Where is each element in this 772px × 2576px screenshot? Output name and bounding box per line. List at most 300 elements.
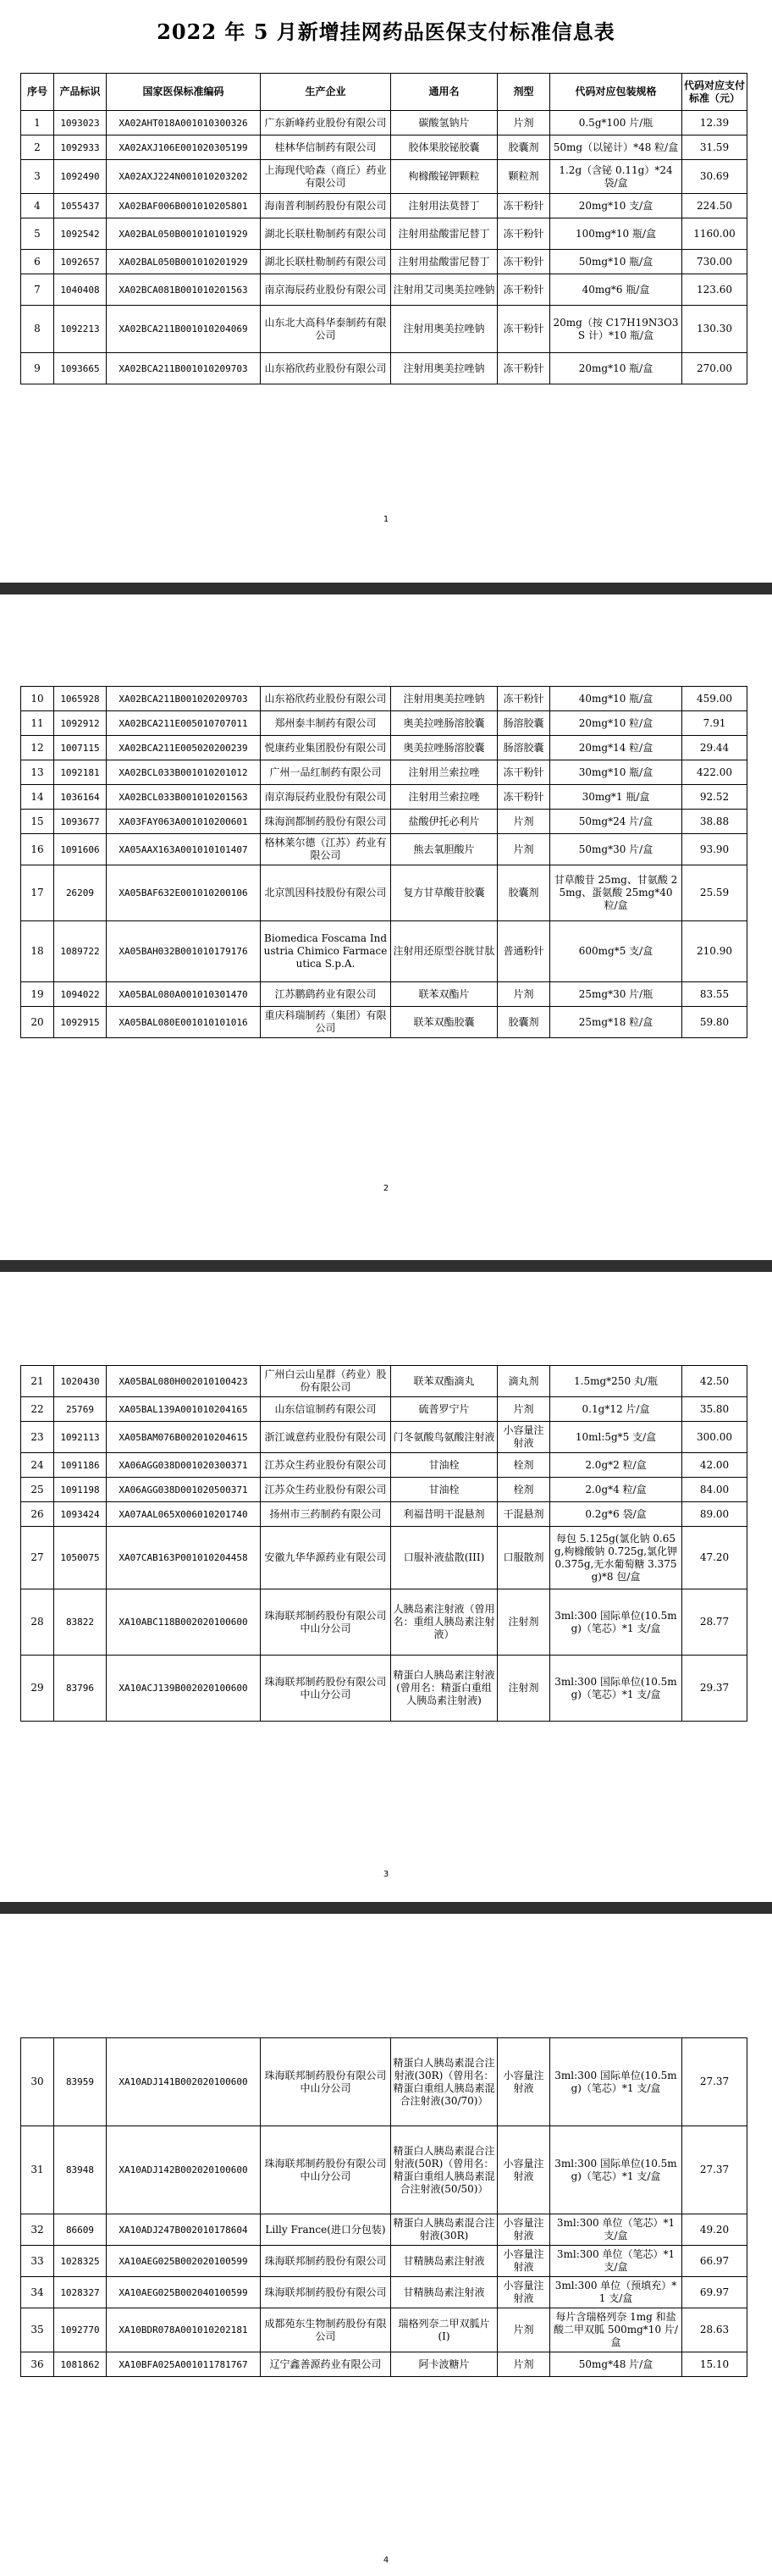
- cell-index: 20: [21, 1007, 54, 1038]
- cell-manufacturer: 南京海辰药业股份有限公司: [261, 785, 391, 810]
- drug-table-page-3: [20, 1365, 747, 1722]
- cell-dosage-form: 肠溶胶囊: [498, 736, 550, 760]
- cell-insurance-code: XA10ADJ142B002020100600: [107, 2126, 261, 2214]
- cell-payment-standard: 28.77: [682, 1589, 747, 1656]
- table-row: [21, 865, 747, 921]
- cell-payment-standard: 42.00: [682, 1453, 747, 1478]
- cell-product-id: 1020430: [54, 1366, 107, 1397]
- table-row: [21, 2214, 747, 2246]
- cell-product-id: 1094022: [54, 982, 107, 1007]
- column-header: 代码对应支付标准（元）: [682, 74, 747, 111]
- cell-generic-name: 口服补液盐散(III): [391, 1527, 498, 1589]
- cell-manufacturer: 安徽九华华源药业有限公司: [261, 1527, 391, 1589]
- cell-manufacturer: 广州白云山星群（药业）股份有限公司: [261, 1366, 391, 1397]
- cell-insurance-code: XA02AXJ106E001020305199: [107, 135, 261, 160]
- cell-package-spec: 1.5mg*250 丸/瓶: [550, 1366, 682, 1397]
- cell-product-id: 1055437: [54, 194, 107, 218]
- cell-dosage-form: 胶囊剂: [498, 865, 550, 921]
- cell-insurance-code: XA10AEG025B002020100599: [107, 2246, 261, 2277]
- cell-product-id: 1028327: [54, 2277, 107, 2308]
- cell-product-id: 1092657: [54, 250, 107, 274]
- cell-dosage-form: 胶囊剂: [498, 135, 550, 160]
- cell-payment-standard: 66.97: [682, 2246, 747, 2277]
- cell-product-id: 1093424: [54, 1502, 107, 1527]
- cell-product-id: 1040408: [54, 274, 107, 306]
- table-row: [21, 687, 747, 711]
- cell-package-spec: 2.0g*2 粒/盒: [550, 1453, 682, 1478]
- cell-index: 27: [21, 1527, 54, 1589]
- cell-index: 29: [21, 1656, 54, 1722]
- cell-dosage-form: 普通粉针: [498, 921, 550, 982]
- page-title: 2022 年 5 月新增挂网药品医保支付标准信息表: [157, 19, 615, 44]
- cell-package-spec: 每片含瑞格列奈 1mg 和盐酸二甲双胍 500mg*10 片/盒: [550, 2308, 682, 2352]
- cell-index: 32: [21, 2214, 54, 2246]
- cell-payment-standard: 35.80: [682, 1397, 747, 1422]
- cell-product-id: 86609: [54, 2214, 107, 2246]
- cell-manufacturer: 珠海联邦制药股份有限公司中山分公司: [261, 2038, 391, 2126]
- cell-manufacturer: 江苏众生药业股份有限公司: [261, 1478, 391, 1502]
- cell-package-spec: 40mg*10 瓶/盒: [550, 687, 682, 711]
- cell-index: 26: [21, 1502, 54, 1527]
- cell-generic-name: 联苯双酯片: [391, 982, 498, 1007]
- column-header: 序号: [21, 74, 54, 111]
- cell-dosage-form: 片剂: [498, 810, 550, 834]
- cell-generic-name: 甘精胰岛素注射液: [391, 2246, 498, 2277]
- cell-payment-standard: 83.55: [682, 982, 747, 1007]
- cell-generic-name: 注射用奥美拉唑钠: [391, 306, 498, 353]
- cell-manufacturer: 南京海辰药业股份有限公司: [261, 274, 391, 306]
- cell-product-id: 1093023: [54, 111, 107, 135]
- cell-index: 24: [21, 1453, 54, 1478]
- cell-package-spec: 3ml:300 单位（笔芯）*1 支/盒: [550, 2214, 682, 2246]
- cell-dosage-form: 小容量注射液: [498, 1422, 550, 1453]
- cell-manufacturer: 郑州泰丰制药有限公司: [261, 711, 391, 736]
- cell-payment-standard: 30.69: [682, 160, 747, 194]
- table-row: [21, 111, 747, 135]
- cell-dosage-form: 冻干粉针: [498, 194, 550, 218]
- table-row: [21, 810, 747, 834]
- cell-dosage-form: 片剂: [498, 834, 550, 865]
- column-header: 国家医保标准编码: [107, 74, 261, 111]
- cell-index: 36: [21, 2352, 54, 2377]
- cell-manufacturer: 浙江诚意药业股份有限公司: [261, 1422, 391, 1453]
- cell-insurance-code: XA05BAL080A001010301470: [107, 982, 261, 1007]
- cell-payment-standard: 12.39: [682, 111, 747, 135]
- cell-manufacturer: 山东裕欣药业股份有限公司: [261, 353, 391, 384]
- cell-manufacturer: 山东北大高科华泰制药有限公司: [261, 306, 391, 353]
- table-row: [21, 1422, 747, 1453]
- cell-dosage-form: 冻干粉针: [498, 353, 550, 384]
- cell-insurance-code: XA06AGG038D001020500371: [107, 1478, 261, 1502]
- cell-package-spec: 20mg*10 瓶/盒: [550, 353, 682, 384]
- cell-index: 12: [21, 736, 54, 760]
- cell-index: 17: [21, 865, 54, 921]
- cell-insurance-code: XA05BAH032B001010179176: [107, 921, 261, 982]
- cell-index: 18: [21, 921, 54, 982]
- cell-payment-standard: 123.60: [682, 274, 747, 306]
- table-row: [21, 2126, 747, 2214]
- cell-index: 3: [21, 160, 54, 194]
- cell-index: 33: [21, 2246, 54, 2277]
- cell-payment-standard: 49.20: [682, 2214, 747, 2246]
- cell-insurance-code: XA10ADJ141B002020100600: [107, 2038, 261, 2126]
- cell-generic-name: 利福昔明干混悬剂: [391, 1502, 498, 1527]
- table-row: [21, 1589, 747, 1656]
- cell-index: 1: [21, 111, 54, 135]
- table-row: [21, 982, 747, 1007]
- cell-product-id: 1093677: [54, 810, 107, 834]
- cell-product-id: 83959: [54, 2038, 107, 2126]
- cell-payment-standard: 69.97: [682, 2277, 747, 2308]
- cell-dosage-form: 冻干粉针: [498, 760, 550, 785]
- cell-package-spec: 50mg*10 瓶/盒: [550, 250, 682, 274]
- cell-insurance-code: XA05BAL080H002010100423: [107, 1366, 261, 1397]
- cell-package-spec: 50mg（以铋计）*48 粒/盒: [550, 135, 682, 160]
- table-row: [21, 834, 747, 865]
- cell-product-id: 83948: [54, 2126, 107, 2214]
- column-header: 生产企业: [261, 74, 391, 111]
- table-row: [21, 160, 747, 194]
- table-row: [21, 2038, 747, 2126]
- cell-product-id: 1081862: [54, 2352, 107, 2377]
- cell-dosage-form: 冻干粉针: [498, 306, 550, 353]
- cell-dosage-form: 口服散剂: [498, 1527, 550, 1589]
- cell-manufacturer: 珠海联邦制药股份有限公司中山分公司: [261, 2126, 391, 2214]
- cell-index: 22: [21, 1397, 54, 1422]
- table-row: [21, 1366, 747, 1397]
- cell-dosage-form: 片剂: [498, 2352, 550, 2377]
- cell-index: 28: [21, 1589, 54, 1656]
- cell-package-spec: 50mg*30 片/盒: [550, 834, 682, 865]
- cell-manufacturer: 扬州市三药制药有限公司: [261, 1502, 391, 1527]
- cell-manufacturer: 山东信谊制药有限公司: [261, 1397, 391, 1422]
- cell-insurance-code: XA02BCA081B001010201563: [107, 274, 261, 306]
- cell-manufacturer: 重庆科瑞制药（集团）有限公司: [261, 1007, 391, 1038]
- cell-generic-name: 注射用盐酸雷尼替丁: [391, 250, 498, 274]
- cell-manufacturer: 湖北长联杜勒制药有限公司: [261, 218, 391, 250]
- cell-payment-standard: 15.10: [682, 2352, 747, 2377]
- table-row: [21, 218, 747, 250]
- cell-payment-standard: 47.20: [682, 1527, 747, 1589]
- cell-dosage-form: 肠溶胶囊: [498, 711, 550, 736]
- cell-payment-standard: 300.00: [682, 1422, 747, 1453]
- drug-table-page-1: [20, 73, 747, 384]
- cell-generic-name: 注射用奥美拉唑钠: [391, 687, 498, 711]
- cell-manufacturer: 珠海联邦制药股份有限公司: [261, 2246, 391, 2277]
- cell-manufacturer: 北京凯因科技股份有限公司: [261, 865, 391, 921]
- cell-manufacturer: 悦康药业集团股份有限公司: [261, 736, 391, 760]
- cell-generic-name: 甘油栓: [391, 1478, 498, 1502]
- cell-insurance-code: XA07AAL065X006010201740: [107, 1502, 261, 1527]
- cell-generic-name: 熊去氧胆酸片: [391, 834, 498, 865]
- cell-package-spec: 0.1g*12 片/盒: [550, 1397, 682, 1422]
- table-row: [21, 1397, 747, 1422]
- table-row: [21, 711, 747, 736]
- cell-product-id: 1091606: [54, 834, 107, 865]
- cell-product-id: 1091186: [54, 1453, 107, 1478]
- cell-payment-standard: 28.63: [682, 2308, 747, 2352]
- cell-generic-name: 甘油栓: [391, 1453, 498, 1478]
- cell-generic-name: 门冬氨酸鸟氨酸注射液: [391, 1422, 498, 1453]
- page-separator: [0, 1260, 772, 1272]
- cell-payment-standard: 84.00: [682, 1478, 747, 1502]
- cell-payment-standard: 459.00: [682, 687, 747, 711]
- cell-dosage-form: 片剂: [498, 1397, 550, 1422]
- cell-dosage-form: 小容量注射液: [498, 2126, 550, 2214]
- table-row: [21, 194, 747, 218]
- cell-payment-standard: 92.52: [682, 785, 747, 810]
- cell-product-id: 1092915: [54, 1007, 107, 1038]
- column-header: 产品标识: [54, 74, 107, 111]
- cell-package-spec: 30mg*1 瓶/盒: [550, 785, 682, 810]
- cell-payment-standard: 42.50: [682, 1366, 747, 1397]
- cell-dosage-form: 冻干粉针: [498, 274, 550, 306]
- cell-manufacturer: 珠海联邦制药股份有限公司中山分公司: [261, 1589, 391, 1656]
- cell-manufacturer: 广州一品红制药有限公司: [261, 760, 391, 785]
- cell-package-spec: 40mg*6 瓶/盒: [550, 274, 682, 306]
- cell-manufacturer: 广东新峰药业股份有限公司: [261, 111, 391, 135]
- cell-insurance-code: XA02AXJ224N001010203202: [107, 160, 261, 194]
- cell-package-spec: 30mg*10 瓶/盒: [550, 760, 682, 785]
- cell-dosage-form: 冻干粉针: [498, 250, 550, 274]
- cell-package-spec: 甘草酸苷 25mg、甘氨酸 25mg、蛋氨酸 25mg*40 粒/盒: [550, 865, 682, 921]
- cell-manufacturer: 格林莱尔德（江苏）药业有限公司: [261, 834, 391, 865]
- cell-package-spec: 每包 5.125g(氯化钠 0.65g,枸橼酸钠 0.725g,氯化钾 0.375g,无水葡萄糖 3.375g)*8 包/盒: [550, 1527, 682, 1589]
- cell-generic-name: 注射用兰索拉唑: [391, 760, 498, 785]
- cell-index: 14: [21, 785, 54, 810]
- cell-insurance-code: XA02BCA211B001010209703: [107, 353, 261, 384]
- cell-payment-standard: 38.88: [682, 810, 747, 834]
- cell-insurance-code: XA02BAL050B001010101929: [107, 218, 261, 250]
- cell-index: 35: [21, 2308, 54, 2352]
- drug-table-page-4: [20, 2037, 747, 2377]
- cell-index: 34: [21, 2277, 54, 2308]
- cell-generic-name: 人胰岛素注射液（曾用名：重组人胰岛素注射液）: [391, 1589, 498, 1656]
- cell-index: 6: [21, 250, 54, 274]
- table-row: [21, 2277, 747, 2308]
- cell-package-spec: 0.5g*100 片/瓶: [550, 111, 682, 135]
- cell-index: 16: [21, 834, 54, 865]
- cell-insurance-code: XA06AGG038D001020300371: [107, 1453, 261, 1478]
- cell-payment-standard: 29.44: [682, 736, 747, 760]
- cell-insurance-code: XA10ADJ247B002010178604: [107, 2214, 261, 2246]
- cell-package-spec: 600mg*5 支/盒: [550, 921, 682, 982]
- cell-package-spec: 3ml:300 单位（笔芯）*1 支/盒: [550, 2246, 682, 2277]
- cell-generic-name: 注射用还原型谷胱甘肽: [391, 921, 498, 982]
- cell-package-spec: 1.2g（含铋 0.11g）*24 袋/盒: [550, 160, 682, 194]
- cell-generic-name: 盐酸伊托必利片: [391, 810, 498, 834]
- cell-package-spec: 3ml:300 国际单位(10.5mg)（笔芯）*1 支/盒: [550, 1656, 682, 1722]
- cell-index: 4: [21, 194, 54, 218]
- cell-insurance-code: XA05BAF632E001010200106: [107, 865, 261, 921]
- cell-generic-name: 硫普罗宁片: [391, 1397, 498, 1422]
- cell-insurance-code: XA05AAX163A001010101407: [107, 834, 261, 865]
- column-header: 通用名: [391, 74, 498, 111]
- cell-dosage-form: 栓剂: [498, 1453, 550, 1478]
- table-row: [21, 1527, 747, 1589]
- cell-manufacturer: 珠海联邦制药股份有限公司中山分公司: [261, 1656, 391, 1722]
- cell-product-id: 1092770: [54, 2308, 107, 2352]
- cell-payment-standard: 270.00: [682, 353, 747, 384]
- cell-generic-name: 精蛋白人胰岛素注射液(曾用名：精蛋白重组人胰岛素注射液): [391, 1656, 498, 1722]
- cell-product-id: 1092181: [54, 760, 107, 785]
- cell-manufacturer: 江苏众生药业股份有限公司: [261, 1453, 391, 1478]
- table-row: [21, 785, 747, 810]
- cell-manufacturer: 上海现代哈森（商丘）药业有限公司: [261, 160, 391, 194]
- cell-product-id: 1089722: [54, 921, 107, 982]
- cell-product-id: 1092113: [54, 1422, 107, 1453]
- cell-payment-standard: 7.91: [682, 711, 747, 736]
- page-number: 2: [383, 1184, 389, 1193]
- cell-manufacturer: 珠海联邦制药股份有限公司: [261, 2277, 391, 2308]
- cell-package-spec: 10ml:5g*5 支/盒: [550, 1422, 682, 1453]
- cell-dosage-form: 注射剂: [498, 1589, 550, 1656]
- cell-package-spec: 3ml:300 国际单位(10.5mg)（笔芯）*1 支/盒: [550, 2038, 682, 2126]
- table-header-row: [21, 74, 747, 111]
- cell-dosage-form: 片剂: [498, 2308, 550, 2352]
- cell-product-id: 1036164: [54, 785, 107, 810]
- cell-package-spec: 20mg（按 C17H19N3O3S 计）*10 瓶/盒: [550, 306, 682, 353]
- cell-payment-standard: 59.80: [682, 1007, 747, 1038]
- column-header: 剂型: [498, 74, 550, 111]
- cell-product-id: 1091198: [54, 1478, 107, 1502]
- cell-payment-standard: 224.50: [682, 194, 747, 218]
- cell-payment-standard: 27.37: [682, 2126, 747, 2214]
- cell-manufacturer: Biomedica Foscama Industria Chimico Farmaceutica S.p.A.: [261, 921, 391, 982]
- cell-index: 21: [21, 1366, 54, 1397]
- cell-package-spec: 20mg*14 粒/盒: [550, 736, 682, 760]
- cell-payment-standard: 130.30: [682, 306, 747, 353]
- cell-package-spec: 25mg*30 片/瓶: [550, 982, 682, 1007]
- cell-product-id: 1007115: [54, 736, 107, 760]
- cell-product-id: 1093665: [54, 353, 107, 384]
- cell-index: 8: [21, 306, 54, 353]
- cell-dosage-form: 冻干粉针: [498, 218, 550, 250]
- table-row: [21, 306, 747, 353]
- cell-generic-name: 注射用法莫替丁: [391, 194, 498, 218]
- cell-payment-standard: 29.37: [682, 1656, 747, 1722]
- cell-dosage-form: 滴丸剂: [498, 1366, 550, 1397]
- cell-generic-name: 精蛋白人胰岛素混合注射液(50R)（曾用名：精蛋白重组人胰岛素混合注射液(50/50)）: [391, 2126, 498, 2214]
- cell-index: 10: [21, 687, 54, 711]
- cell-insurance-code: XA02BCA211B001010204069: [107, 306, 261, 353]
- cell-manufacturer: Lilly France(进口分包装): [261, 2214, 391, 2246]
- drug-table-page-2: [20, 686, 747, 1038]
- cell-product-id: 26209: [54, 865, 107, 921]
- cell-manufacturer: 珠海润都制药股份有限公司: [261, 810, 391, 834]
- cell-manufacturer: 江苏鹏鹞药业有限公司: [261, 982, 391, 1007]
- cell-generic-name: 注射用奥美拉唑钠: [391, 353, 498, 384]
- cell-package-spec: 50mg*24 片/盒: [550, 810, 682, 834]
- cell-dosage-form: 片剂: [498, 111, 550, 135]
- cell-payment-standard: 730.00: [682, 250, 747, 274]
- cell-payment-standard: 25.59: [682, 865, 747, 921]
- cell-package-spec: 25mg*18 粒/盒: [550, 1007, 682, 1038]
- table-row: [21, 2246, 747, 2277]
- cell-product-id: 1092912: [54, 711, 107, 736]
- cell-generic-name: 阿卡波糖片: [391, 2352, 498, 2377]
- cell-generic-name: 联苯双酯滴丸: [391, 1366, 498, 1397]
- cell-dosage-form: 注射剂: [498, 1656, 550, 1722]
- table-row: [21, 1478, 747, 1502]
- page-separator: [0, 1902, 772, 1914]
- cell-payment-standard: 93.90: [682, 834, 747, 865]
- cell-package-spec: 3ml:300 国际单位(10.5mg)（笔芯）*1 支/盒: [550, 1589, 682, 1656]
- cell-payment-standard: 210.90: [682, 921, 747, 982]
- cell-product-id: 83822: [54, 1589, 107, 1656]
- cell-insurance-code: XA10BFA025A001011781767: [107, 2352, 261, 2377]
- table-row: [21, 135, 747, 160]
- cell-insurance-code: XA02BCA211E005020200239: [107, 736, 261, 760]
- cell-index: 13: [21, 760, 54, 785]
- cell-package-spec: 3ml:300 国际单位(10.5mg)（笔芯）*1 支/盒: [550, 2126, 682, 2214]
- cell-generic-name: 精蛋白人胰岛素混合注射液(30R): [391, 2214, 498, 2246]
- cell-manufacturer: 成都苑东生物制药股份有限公司: [261, 2308, 391, 2352]
- table-row: [21, 274, 747, 306]
- table-row: [21, 250, 747, 274]
- table-row: [21, 353, 747, 384]
- cell-package-spec: 20mg*10 粒/盒: [550, 711, 682, 736]
- page-number: 3: [383, 1870, 389, 1879]
- cell-index: 30: [21, 2038, 54, 2126]
- cell-package-spec: 0.2g*6 袋/盒: [550, 1502, 682, 1527]
- cell-dosage-form: 颗粒剂: [498, 160, 550, 194]
- page-number: 1: [383, 515, 389, 524]
- cell-payment-standard: 422.00: [682, 760, 747, 785]
- cell-index: 5: [21, 218, 54, 250]
- cell-insurance-code: XA10AEG025B002040100599: [107, 2277, 261, 2308]
- cell-insurance-code: XA02AHT018A001010300326: [107, 111, 261, 135]
- cell-product-id: 1092490: [54, 160, 107, 194]
- cell-insurance-code: XA02BCA211B001020209703: [107, 687, 261, 711]
- table-row: [21, 1502, 747, 1527]
- cell-payment-standard: 1160.00: [682, 218, 747, 250]
- cell-product-id: 1092542: [54, 218, 107, 250]
- table-row: [21, 921, 747, 982]
- cell-dosage-form: 小容量注射液: [498, 2214, 550, 2246]
- table-row: [21, 760, 747, 785]
- cell-index: 23: [21, 1422, 54, 1453]
- cell-insurance-code: XA02BAL050B001010201929: [107, 250, 261, 274]
- page-separator: [0, 583, 772, 594]
- table-row: [21, 2308, 747, 2352]
- cell-payment-standard: 31.59: [682, 135, 747, 160]
- cell-dosage-form: 干混悬剂: [498, 1502, 550, 1527]
- cell-dosage-form: 小容量注射液: [498, 2038, 550, 2126]
- cell-dosage-form: 冻干粉针: [498, 785, 550, 810]
- cell-package-spec: 50mg*48 片/盒: [550, 2352, 682, 2377]
- cell-generic-name: 精蛋白人胰岛素混合注射液(30R)（曾用名：精蛋白重组人胰岛素混合注射液(30/70)）: [391, 2038, 498, 2126]
- cell-dosage-form: 栓剂: [498, 1478, 550, 1502]
- cell-insurance-code: XA03FAY063A001010200601: [107, 810, 261, 834]
- cell-package-spec: 20mg*10 支/盒: [550, 194, 682, 218]
- table-row: [21, 2352, 747, 2377]
- cell-insurance-code: XA10BDR078A001010202181: [107, 2308, 261, 2352]
- cell-insurance-code: XA10ACJ139B002020100600: [107, 1656, 261, 1722]
- cell-dosage-form: 胶囊剂: [498, 1007, 550, 1038]
- cell-index: 25: [21, 1478, 54, 1502]
- cell-product-id: 1092213: [54, 306, 107, 353]
- cell-product-id: 25769: [54, 1397, 107, 1422]
- cell-dosage-form: 小容量注射液: [498, 2246, 550, 2277]
- cell-insurance-code: XA02BAF006B001010205801: [107, 194, 261, 218]
- cell-insurance-code: XA05BAL080E001010101016: [107, 1007, 261, 1038]
- cell-index: 31: [21, 2126, 54, 2214]
- cell-index: 11: [21, 711, 54, 736]
- cell-payment-standard: 27.37: [682, 2038, 747, 2126]
- table-row: [21, 1453, 747, 1478]
- cell-generic-name: 联苯双酯胶囊: [391, 1007, 498, 1038]
